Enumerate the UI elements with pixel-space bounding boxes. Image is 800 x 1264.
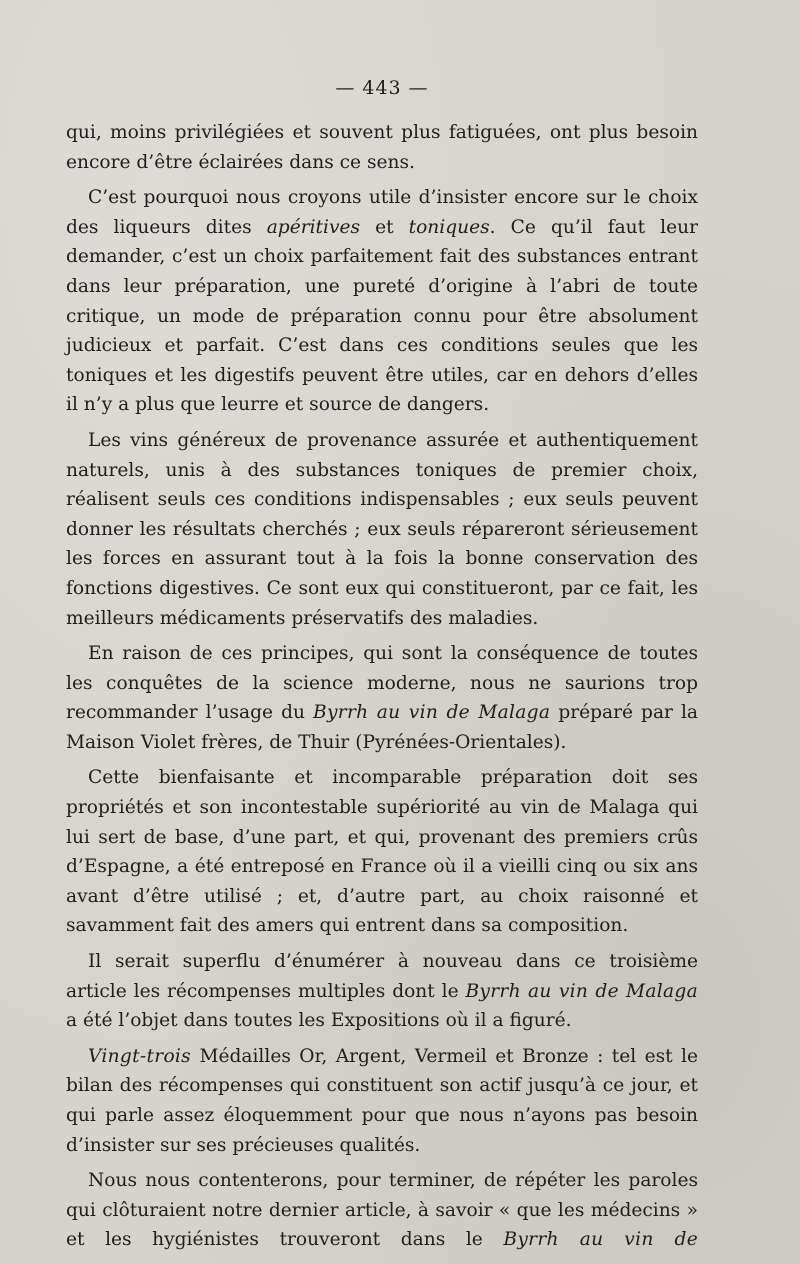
paragraph-p5 [66,763,698,941]
emphasis-text: apéritives [266,216,361,238]
page-number: — 443 — [335,77,429,99]
emphasis-text: Byrrh au vin de Malaga [465,980,698,1002]
paragraph-text: En raison de ces principes, qui sont la conséquence de toutes les conquêtes de la science moderne, nous ne saurions trop recommander l’usage du [66,643,698,724]
paragraph-text: préparé par la Maison Violet frères, de Thuir (Pyrénées-Orientales). [66,702,698,753]
paragraph-text: . Ce qu’il faut leur demander, c’est un choix parfaitement fait des substances entrant dans leur préparation, une pureté d’origine à l’abri de toute critique, un mode de préparation connu pour être absolument judicieux et parfait. C’est dans ces conditions seules que les toniques et les digestifs peuvent être utiles, car en dehors d’elles il n’y a plus que leurre et source de dangers. [66,216,698,416]
paragraph-p2 [66,183,698,420]
paragraph-p6 [66,947,698,1036]
paragraph-text: qui, moins privilégiées et souvent plus fatiguées, ont plus besoin encore d’être éclairées dans ce sens. [66,122,698,173]
document-page [66,74,698,1261]
emphasis-text: Vingt-trois [88,1045,192,1067]
paragraph-p8 [66,1166,698,1255]
emphasis-text: Byrrh au vin de Malaga [313,702,551,724]
paragraph-text: Il serait superflu d’énumérer à nouveau dans ce troisième article les récompenses multiples dont le [66,951,698,1002]
paragraph-text: a été l’objet dans toutes les Expositions où il a figuré. [66,1010,572,1032]
paragraph-text: C’est pourquoi nous croyons utile d’insister encore sur le choix des liqueurs dites [66,187,698,238]
paragraph-p1 [66,118,698,177]
paragraph-p7 [66,1042,698,1160]
paragraph-text: Les vins généreux de provenance assurée et authentiquement naturels, unis à des substances toniques de premier choix, réalisent seuls ces conditions indispensables ; eux seuls peuvent donner les résultats cherchés ; eux seuls répareront sérieusement les forces en assurant tout à la fois la bonne conservation des fonctions digestives. Ce sont eux qui constitueront, par ce fait, les meilleurs médicaments préservatifs des maladies. [66,429,698,629]
emphasis-text: Byrrh au vin de [503,1229,698,1251]
paragraph-p3 [66,426,698,633]
paragraph-text: Médailles Or, Argent, Vermeil et Bronze : tel est le bilan des récompenses qui constituent son actif jusqu’à ce jour, et qui parle assez éloquemment pour que nous n’ayons pas besoin d’insister sur ses précieuses qualités. [66,1045,698,1156]
paragraph-p4 [66,639,698,757]
paragraph-text: Nous nous contenterons, pour terminer, de répéter les paroles qui clôturaient notre dernier article, à savoir « que les médecins » et les hygiénistes trouveront dans le [66,1170,698,1251]
paragraph-text: Cette bienfaisante et incomparable préparation doit ses propriétés et son incontestable supériorité au vin de Malaga qui lui sert de base, d’une part, et qui, provenant des premiers crûs d’Espagne, a été entreposé en France où il a vieilli cinq ou six ans avant d’être utilisé ; et, d’autre part, au choix raisonné et savamment fait des amers qui entrent dans sa composition. [66,767,698,937]
emphasis-text: toniques [408,216,490,238]
paragraph-text: et [360,216,409,238]
body-text [66,118,698,1255]
